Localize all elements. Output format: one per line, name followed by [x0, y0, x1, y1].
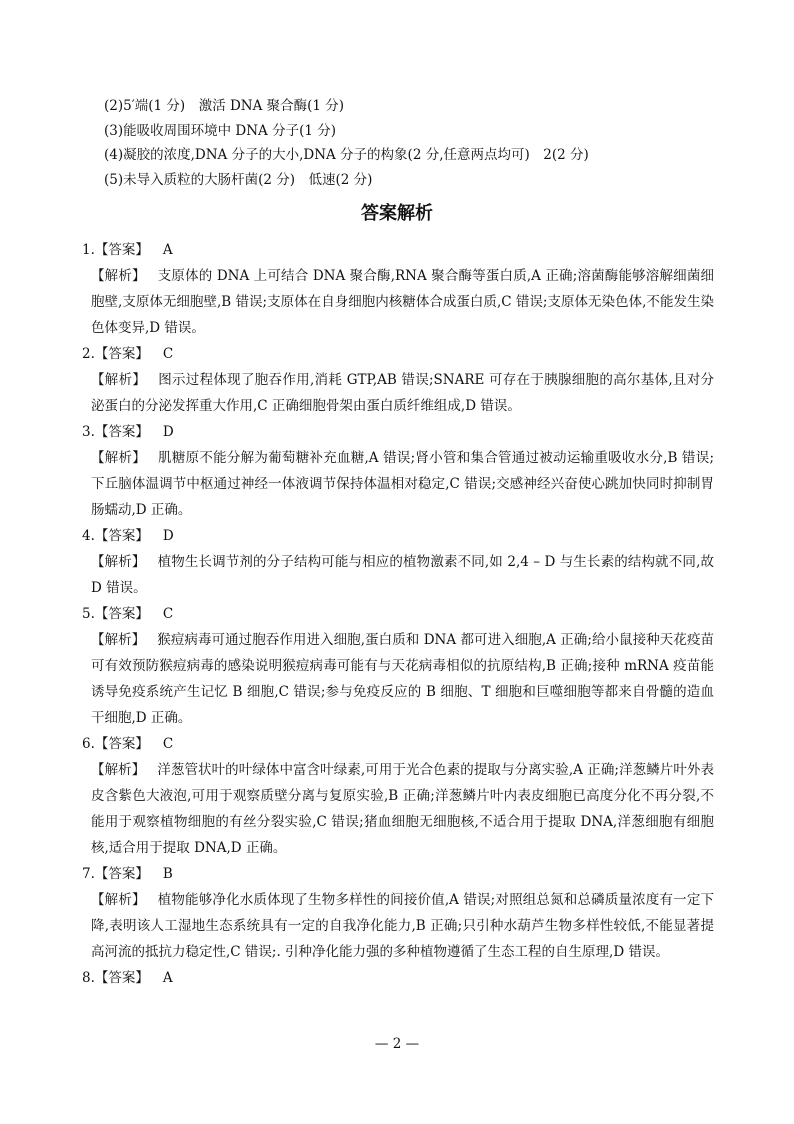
- answer-tag: 【答案】: [94, 866, 149, 882]
- previous-answer-line: (5)未导入质粒的大肠杆菌(2 分) 低速(2 分): [104, 171, 373, 188]
- question-number: 7.: [82, 866, 95, 882]
- answer-value: A: [162, 242, 173, 258]
- analysis-tag: 【解析】: [91, 268, 146, 284]
- question-number: 2.: [82, 346, 95, 362]
- analysis-tag: 【解析】: [91, 762, 146, 778]
- question-5: [82, 601, 714, 731]
- answer-line: [82, 237, 714, 263]
- analysis-body: 植物生长调节剂的分子结构可能与相应的植物激素不同,如 2,4 – D 与生长素的结构就不同,故 D 错误。: [91, 554, 715, 596]
- section-title: 答案解析: [361, 203, 433, 224]
- answer-line: [82, 419, 714, 445]
- answer-line: [82, 965, 714, 991]
- analysis-text: [82, 549, 714, 601]
- answer-value: B: [162, 866, 173, 882]
- previous-answer-line: (2)5′端(1 分) 激活 DNA 聚合酶(1 分): [104, 98, 345, 114]
- answer-value: D: [162, 424, 174, 440]
- answer-tag: 【答案】: [94, 528, 149, 544]
- answer-list: [82, 237, 714, 991]
- question-number: 4.: [82, 528, 95, 544]
- answer-line: [82, 731, 714, 757]
- previous-answers: [104, 94, 704, 192]
- previous-answer-line: (3)能吸收周围环境中 DNA 分子(1 分): [104, 122, 337, 139]
- analysis-body: 植物能够净化水质体现了生物多样性的间接价值,A 错误;对照组总氮和总磷质量浓度有一定下降,表明该人工湿地生态系统具有一定的自我净化能力,B 正确;只引种水葫芦生物多样性较低,不能显著提高河流的抵抗力稳定性,C 错误;. 引种净化能力强的多种植物遵循了生态工程的自生原理,D 错误。: [91, 892, 714, 960]
- answer-value: C: [162, 736, 174, 752]
- question-2: [82, 341, 714, 419]
- analysis-text: [82, 757, 714, 861]
- question-1: [82, 237, 714, 341]
- question-number: 3.: [82, 424, 95, 440]
- analysis-tag: 【解析】: [91, 450, 147, 466]
- question-8: [82, 965, 714, 991]
- answer-tag: 【答案】: [94, 346, 149, 362]
- answer-line: [82, 861, 714, 887]
- analysis-body: 猴痘病毒可通过胞吞作用进入细胞,蛋白质和 DNA 都可进入细胞,A 正确;给小鼠接种天花疫苗可有效预防猴痘病毒的感染说明猴痘病毒可能有与天花病毒相似的抗原结构,B 正确;接种 mRNA 疫苗能诱导免疫系统产生记忆 B 细胞,C 错误;参与免疫反应的 B 细胞、T 细胞和巨噬细胞等都来自骨髓的造血干细胞,D 正确。: [91, 632, 715, 726]
- answer-line: [82, 341, 714, 367]
- analysis-text: [82, 445, 714, 523]
- analysis-body: 肌糖原不能分解为葡萄糖补充血糖,A 错误;肾小管和集合管通过被动运输重吸收水分,B 错误;下丘脑体温调节中枢通过神经一体液调节保持体温相对稳定,C 错误;交感神经兴奋使心跳加快同时抑制胃肠蠕动,D 正确。: [91, 450, 715, 518]
- answer-value: C: [162, 346, 174, 362]
- analysis-text: [82, 887, 714, 965]
- analysis-text: [82, 263, 714, 341]
- answer-value: A: [162, 970, 173, 986]
- analysis-body: 支原体的 DNA 上可结合 DNA 聚合酶,RNA 聚合酶等蛋白质,A 正确;溶菌酶能够溶解细菌细胞壁,支原体无细胞壁,B 错误;支原体在自身细胞内核糖体合成蛋白质,C 错误;支原体无染色体,不能发生染色体变异,D 错误。: [91, 268, 714, 336]
- analysis-tag: 【解析】: [91, 372, 147, 388]
- question-3: [82, 419, 714, 523]
- answer-tag: 【答案】: [94, 424, 149, 440]
- question-number: 1.: [82, 242, 95, 258]
- answer-value: D: [162, 528, 174, 544]
- page-number: — 2 —: [374, 1036, 420, 1052]
- answer-tag: 【答案】: [94, 242, 149, 258]
- answer-value: C: [162, 606, 174, 622]
- answer-line: [82, 601, 714, 627]
- question-7: [82, 861, 714, 965]
- answer-tag: 【答案】: [94, 736, 149, 752]
- analysis-text: [82, 367, 714, 419]
- analysis-tag: 【解析】: [91, 892, 146, 908]
- answer-line: [82, 523, 714, 549]
- question-6: [82, 731, 714, 861]
- answer-tag: 【答案】: [94, 606, 149, 622]
- question-4: [82, 523, 714, 601]
- question-number: 8.: [82, 970, 95, 986]
- analysis-tag: 【解析】: [91, 554, 146, 570]
- analysis-body: 图示过程体现了胞吞作用,消耗 GTP,AB 错误;SNARE 可存在于胰腺细胞的高尔基体,且对分泌蛋白的分泌发挥重大作用,C 正确细胞骨架由蛋白质纤维组成,D 错误。: [91, 372, 714, 414]
- analysis-tag: 【解析】: [91, 632, 146, 648]
- analysis-body: 洋葱管状叶的叶绿体中富含叶绿素,可用于光合色素的提取与分离实验,A 正确;洋葱鳞片叶外表皮含紫色大液泡,可用于观察质壁分离与复原实验,B 正确;洋葱鳞片叶内表皮细胞已高度分化不再分裂,不能用于观察植物细胞的有丝分裂实验,C 错误;猪血细胞无细胞核,不适合用于提取 DNA,洋葱细胞有细胞核,适合用于提取 DNA,D 正确。: [91, 762, 714, 856]
- answer-tag: 【答案】: [94, 970, 149, 986]
- question-number: 5.: [82, 606, 95, 622]
- analysis-text: [82, 627, 714, 731]
- question-number: 6.: [82, 736, 95, 752]
- previous-answer-line: (4)凝胶的浓度,DNA 分子的大小,DNA 分子的构象(2 分,任意两点均可) 2(2 分): [104, 147, 589, 163]
